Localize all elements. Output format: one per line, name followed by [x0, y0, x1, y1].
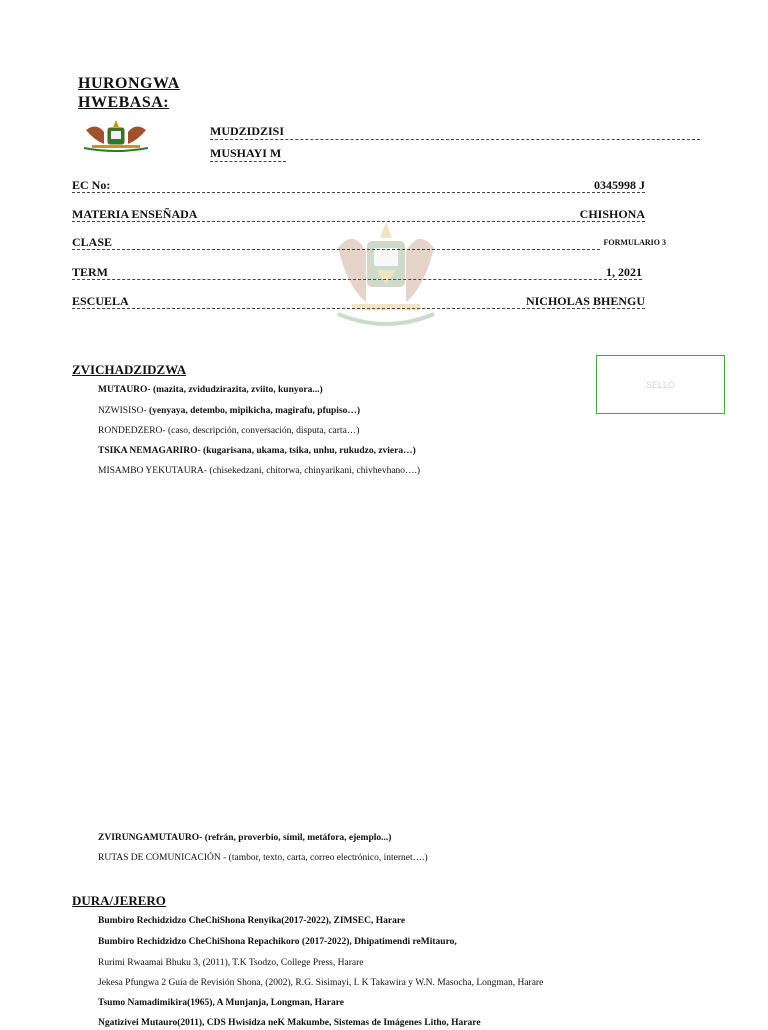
field-value: 1, 2021: [606, 265, 642, 279]
reference-text: Jekesa Pfungwa 2 Guía de Revisión Shona, (2002), R.G. Sisimayi, I. K Takawira y W.N. Masocha, Longman, Harare: [98, 978, 544, 988]
reference-item: [88, 957, 363, 970]
item-desc: (yenyaya, detembo, mipikicha, magirafu, pfupiso…): [146, 406, 361, 416]
references-heading: DURA/JERERO: [72, 893, 166, 908]
field-ec-number: [72, 176, 645, 193]
field-value: FORMULARIO 3: [603, 238, 666, 247]
reference-text: Bumbiro Rechidzidzo CheChiShona Renyika(2017-2022), ZIMSEC, Harare: [98, 916, 406, 926]
coat-of-arms-icon: [78, 118, 154, 154]
list-item: [88, 425, 359, 438]
title-line-2: HWEBASA:: [78, 94, 170, 111]
item-desc: (refrán, proverbio, símil, metáfora, ejemplo...): [202, 833, 392, 843]
field-label: TERM: [72, 265, 108, 279]
reference-item: [88, 997, 344, 1010]
field-label: EC No:: [72, 178, 111, 192]
document-title: [78, 74, 180, 112]
item-key: MISAMBO YEKUTAURA-: [98, 466, 207, 476]
reference-text: Bumbiro Rechidzidzo CheChiShona Repachikoro (2017-2022), Dhipatimendi reMitauro,: [98, 937, 457, 947]
teacher-name: MUSHAYI M: [210, 146, 282, 160]
item-key: NZWISISO-: [98, 406, 147, 416]
item-desc: (tambor, texto, carta, correo electrónico, internet….): [226, 853, 428, 863]
field-value: NICHOLAS BHENGU: [525, 294, 645, 308]
objectives-heading: ZVICHADZIDZWA: [72, 362, 187, 377]
field-label: MATERIA ENSEÑADA: [72, 207, 198, 221]
field-label: CLASE: [72, 235, 600, 250]
reference-text: Ngatizivei Mutauro(2011), CDS Hwisidza neK Makumbe, Sistemas de Imágenes Litho, Harare: [98, 1018, 481, 1028]
field-value: 0345998 J: [594, 178, 645, 192]
list-item: [88, 445, 416, 458]
teacher-label: MUDZIDZISI: [210, 124, 285, 138]
field-class: [72, 234, 666, 250]
item-desc: (caso, descripción, conversación, disputa, carta…): [165, 426, 360, 436]
reference-text: Tsumo Namadimikira(1965), A Munjanja, Longman, Harare: [98, 998, 344, 1008]
teacher-label-line: [210, 124, 700, 140]
list-item: [88, 465, 420, 478]
list-item: [88, 832, 391, 845]
field-label: ESCUELA: [72, 294, 129, 308]
list-item: [88, 852, 428, 865]
title-line-1: HURONGWA: [78, 75, 180, 92]
item-key: TSIKA NEMAGARIRO-: [98, 446, 201, 456]
reference-item: [88, 977, 543, 990]
item-key: MUTAURO-: [98, 385, 151, 395]
field-term: [72, 263, 642, 280]
field-subject: [72, 205, 645, 222]
stamp-box: [596, 355, 725, 414]
teacher-name-line: [210, 146, 286, 162]
item-desc: (kugarisana, ukama, tsika, unhu, rukudzo, zviera…): [200, 446, 416, 456]
reference-item: [88, 915, 405, 928]
reference-item: [88, 936, 457, 949]
list-item: [88, 405, 360, 418]
stamp-label: SELLO: [645, 379, 676, 390]
field-value: CHISHONA: [579, 207, 645, 221]
item-desc: (chisekedzani, chitorwa, chinyarikani, chivhevhano….): [206, 466, 421, 476]
list-item: [88, 384, 323, 397]
item-desc: (mazita, zvidudzirazita, zviito, kunyora...): [150, 385, 323, 395]
item-key: RUTAS DE COMUNICACIÓN -: [98, 853, 227, 863]
reference-text: Rurimi Rwaamai Bhuku 3, (2011), T.K Tsodzo, College Press, Harare: [98, 958, 364, 968]
field-school: [72, 292, 645, 309]
item-key: RONDEDZERO-: [98, 426, 166, 436]
item-key: ZVIRUNGAMUTAURO-: [98, 833, 203, 843]
